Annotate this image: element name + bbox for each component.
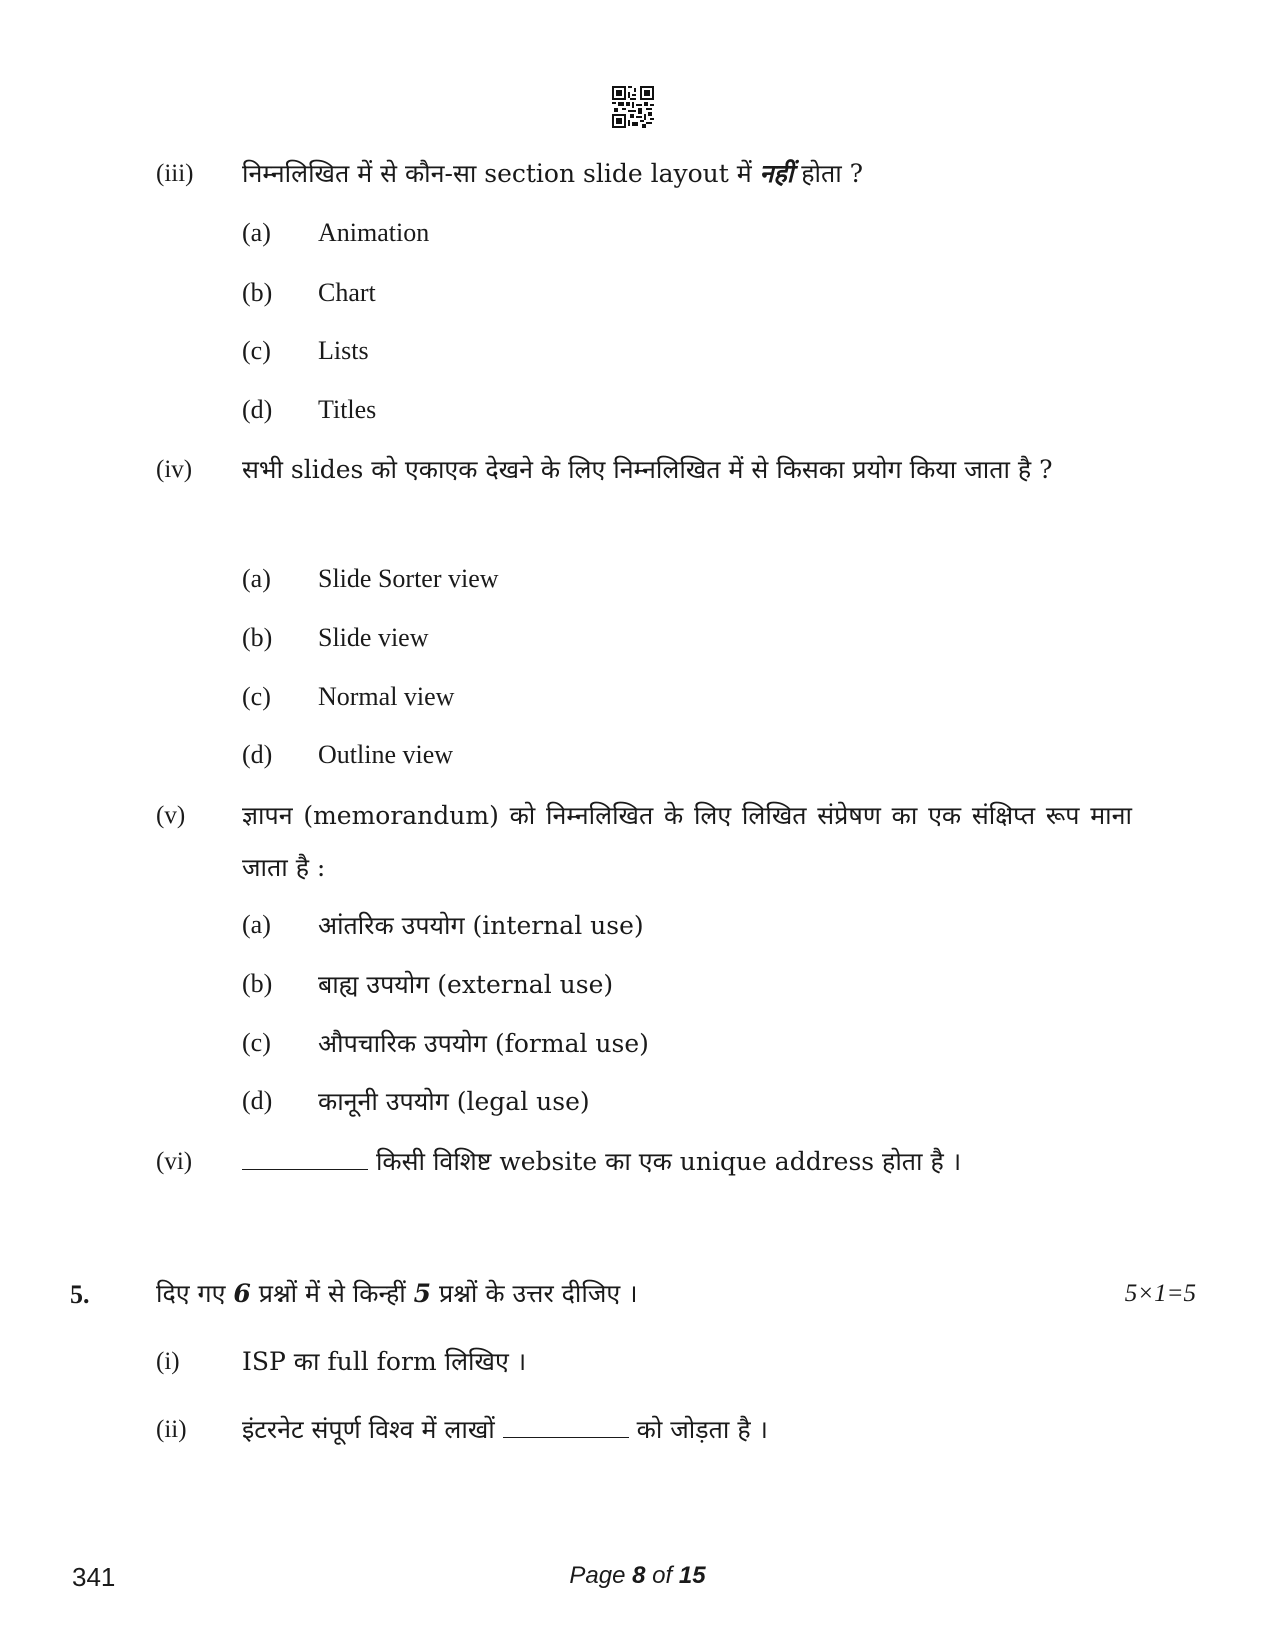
question-number: (i)	[156, 1348, 180, 1375]
option-text: Chart	[318, 278, 376, 307]
question-text: निम्नलिखित में से कौन-सा section slide layout में नहीं होता ?	[242, 159, 864, 188]
question-number: (iii)	[156, 160, 194, 187]
option-text: Slide Sorter view	[318, 564, 499, 593]
option-label: (c)	[242, 336, 271, 365]
option-label: (b)	[242, 623, 273, 652]
option-label: (b)	[242, 969, 273, 998]
option-label: (a)	[242, 218, 271, 247]
paper-code: 341	[72, 1562, 116, 1592]
option-text: Titles	[318, 395, 377, 424]
option-label: (a)	[242, 910, 271, 939]
question-text: किसी विशिष्ट website का एक unique address होता है ।	[242, 1136, 1132, 1188]
answer-blank	[503, 1415, 629, 1438]
marks-allocation: 5×1=5	[1124, 1280, 1196, 1307]
option-label: (c)	[242, 1028, 271, 1057]
option-label: (d)	[242, 1086, 273, 1115]
page-number: Page 8 of 15	[569, 1562, 706, 1589]
question-text: सभी slides को एकाएक देखने के लिए निम्नलिखित में से किसका प्रयोग किया जाता है ?	[242, 455, 1053, 484]
question-number: 5.	[70, 1280, 90, 1309]
question-number: (iv)	[156, 456, 193, 483]
question-number: (v)	[156, 802, 186, 829]
answer-blank	[242, 1147, 368, 1170]
question-instruction: दिए गए 6 प्रश्नों में से किन्हीं 5 प्रश्नों के उत्तर दीजिए ।	[156, 1279, 638, 1308]
option-text: औपचारिक उपयोग (formal use)	[318, 1029, 649, 1058]
option-text: Outline view	[318, 740, 454, 769]
option-text: आंतरिक उपयोग (internal use)	[318, 911, 644, 940]
option-label: (c)	[242, 682, 271, 711]
option-text: Animation	[318, 218, 430, 247]
option-text: बाह्य उपयोग (external use)	[318, 970, 614, 999]
qr-code-icon	[612, 86, 654, 128]
question-text: ISP का full form लिखिए ।	[242, 1347, 527, 1376]
option-text: Slide view	[318, 623, 429, 652]
question-number: (ii)	[156, 1416, 187, 1443]
option-label: (d)	[242, 740, 273, 769]
option-text: Lists	[318, 336, 369, 365]
option-text: Normal view	[318, 682, 455, 711]
option-label: (d)	[242, 395, 273, 424]
option-text: कानूनी उपयोग (legal use)	[318, 1087, 590, 1116]
option-label: (a)	[242, 564, 271, 593]
question-text: ज्ञापन (memorandum) को निम्नलिखित के लिए लिखित संप्रेषण का एक संक्षिप्त रूप माना जाता है :	[242, 801, 1132, 882]
question-number: (vi)	[156, 1148, 193, 1175]
question-text: इंटरनेट संपूर्ण विश्व में लाखों को जोड़ता है ।	[242, 1415, 769, 1444]
option-label: (b)	[242, 278, 273, 307]
emphasis-word: नहीं	[759, 159, 794, 188]
